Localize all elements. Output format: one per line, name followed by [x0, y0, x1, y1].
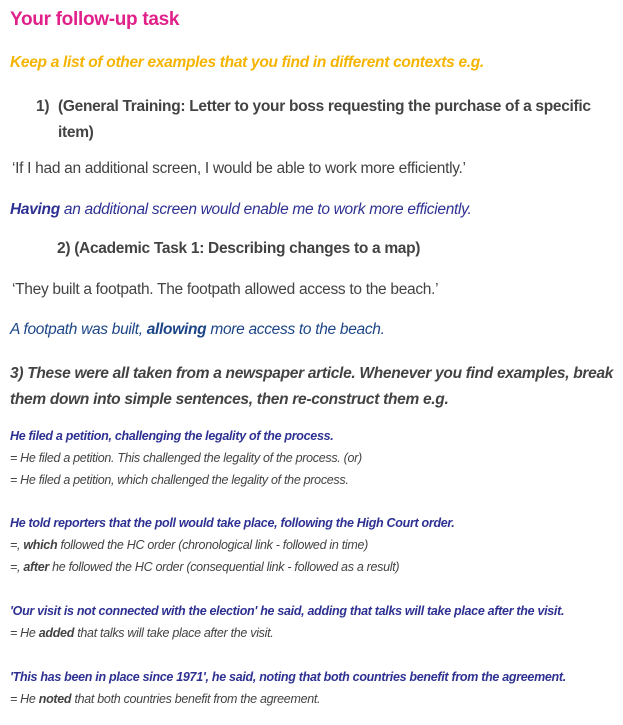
task-1-line2: item) [58, 124, 94, 141]
task-2-rewrite-keyword: allowing [146, 321, 207, 338]
task-2-rewrite [10, 321, 385, 339]
task-3-line2: them down into simple sentences, then re-construct them e.g. [10, 391, 449, 408]
task-2-original-quote: ‘They built a footpath. The footpath allowed access to the beach.’ [12, 281, 439, 298]
task-2-rewrite-post: more access to the beach. [206, 321, 385, 338]
example-2-line-1 [10, 538, 368, 552]
example-4-line-1-post: that both countries benefit from the agreement. [71, 692, 321, 706]
example-1-line-1: = He filed a petition. This challenged the legality of the process. (or) [10, 451, 362, 465]
task-2-heading: 2) (Academic Task 1: Describing changes to a map) [57, 240, 421, 257]
example-3-line-1-keyword: added [38, 626, 75, 640]
example-2-line-2 [10, 560, 399, 574]
example-3-line-1-pre: = He [10, 626, 39, 640]
task-1-rewrite-rest: an additional screen would enable me to work more efficiently. [59, 201, 472, 218]
example-2-line-1-pre: =, [10, 538, 24, 552]
task-1-original-quote: ‘If I had an additional screen, I would be able to work more efficiently.’ [12, 160, 466, 177]
instruction-subtitle: Keep a list of other examples that you find in different contexts e.g. [10, 54, 484, 71]
example-2-line-2-post: he followed the HC order (consequential link - followed as a result) [48, 560, 400, 574]
task-1-rewrite [10, 201, 472, 219]
page-title: Your follow-up task [10, 9, 180, 30]
example-2-line-2-keyword: after [23, 560, 49, 574]
example-4-line-1-keyword: noted [38, 692, 72, 706]
task-3-heading [10, 361, 613, 413]
example-4-line-1-pre: = He [10, 692, 39, 706]
example-3-headline: 'Our visit is not connected with the election' he said, adding that talks will take place after the visit. [10, 604, 565, 618]
task-1-heading [36, 94, 591, 146]
example-1-line-2: = He filed a petition, which challenged the legality of the process. [10, 473, 349, 487]
example-2-headline: He told reporters that the poll would take place, following the High Court order. [10, 516, 455, 530]
task-1-rewrite-keyword: Having [10, 201, 60, 218]
example-3-line-1-post: that talks will take place after the visit. [74, 626, 274, 640]
task-1-number: 1) [36, 98, 50, 115]
example-4-headline: 'This has been in place since 1971', he said, noting that both countries benefit from the agreement. [10, 670, 566, 684]
task-2-rewrite-pre: A footpath was built, [10, 321, 147, 338]
example-2-line-1-post: followed the HC order (chronological link - followed in time) [57, 538, 368, 552]
example-4-line-1 [10, 692, 320, 706]
example-2-line-1-keyword: which [23, 538, 58, 552]
task-1-line1: (General Training: Letter to your boss requesting the purchase of a specific [58, 98, 591, 115]
example-2-line-2-pre: =, [10, 560, 24, 574]
example-3-line-1 [10, 626, 273, 640]
example-1-headline: He filed a petition, challenging the legality of the process. [10, 429, 334, 443]
task-3-line1: 3) These were all taken from a newspaper article. Whenever you find examples, break [10, 365, 614, 382]
